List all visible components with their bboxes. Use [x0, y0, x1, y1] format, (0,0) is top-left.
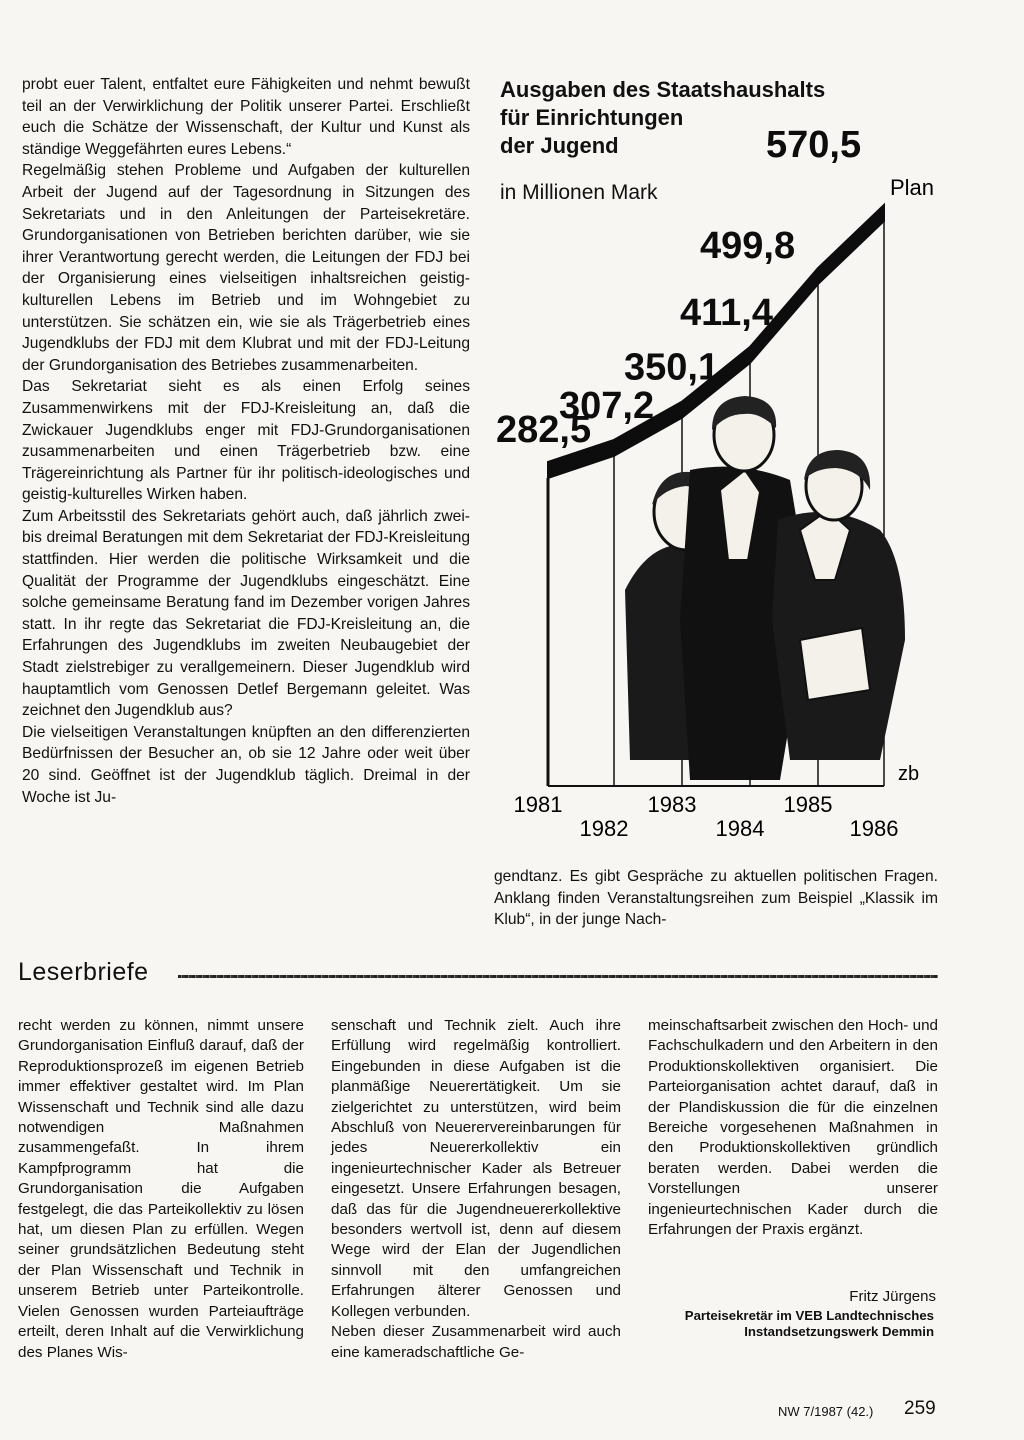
letter-column-1: recht werden zu können, nimmt unsere Grundorganisation Einfluß darauf, daß der Reproduktionsprozeß im eigenen Betrieb immer effektiver gestaltet wird. Im Plan Wissenschaft und Technik sind alle dazu notwendigen Maßnahmen zusammengefaßt. In ihrem Kampfprogramm hat die Grundorganisation die Aufgaben festgelegt, die das Parteikollektiv zu lösen hat, um diesen Plan zu erfüllen. Wegen seiner grundsätzlichen Bedeutung steht der Plan Wissenschaft und Technik in unserem Betrieb unter Parteikontrolle. Vielen Genossen wurden Parteiaufträge erteilt, deren Inhalt auf die Verwirklichung des Planes Wis-	[18, 1017, 304, 1361]
author-role-line: Parteisekretär im VEB Landtechnisches	[684, 1308, 934, 1323]
chart-title-line: Ausgaben des Staatshaushalts	[500, 77, 826, 102]
x-tick-label: 1986	[849, 816, 899, 841]
letter-column-2	[331, 1016, 621, 1363]
chart-subtitle: in Millionen Mark	[500, 181, 658, 204]
x-tick-label: 1984	[715, 816, 765, 841]
artist-signature: zb	[898, 763, 920, 785]
author-role-line: Instandsetzungswerk Demmin	[744, 1324, 934, 1339]
x-tick-label: 1983	[647, 792, 697, 817]
footer-source: NW 7/1987 (42.)	[778, 1404, 874, 1419]
letter-paragraph: senschaft und Technik zielt. Auch ihre Erfüllung wird regelmäßig kontrolliert. Eingebunden in diese Aufgaben ist die planmäßige Neuerertätigkeit. Um sie zielgerichtet zu unterstützen, wird beim Abschluß von Neuerervereinbarungen für jedes Neuererkollektiv ein ingenieurtechnischer Kader als Betreuer eingesetzt. Unsere Erfahrungen besagen, daß das für die Jugendneuererkollektive besonders wertvoll ist, denn auf diesem Wege wird der Elan der Jugendlichen sinnvoll mit den umfangreichen Erfahrungen älterer Genossen und Kollegen verbunden.	[331, 1017, 621, 1320]
value-label: 282,5	[496, 408, 592, 451]
letter-column-3: meinschaftsarbeit zwischen den Hoch- und Fachschulkadern und den Arbeitern in den Produktionskollektiven organisiert. Die Parteiorganisation achtet darauf, daß in der Plandiskussion die für die einzelnen Bereiche vorgesehenen Maßnahmen in den Produktionskollektiven gründlich beraten werden. Dabei werden die Vorstellungen unserer ingenieurtechnischen Kader durch die Erfahrungen der Praxis ergänzt.	[648, 1017, 938, 1239]
value-label: 570,5	[766, 124, 862, 166]
letter-paragraph: Neben dieser Zusammenarbeit wird auch eine kameradschaftliche Ge-	[331, 1323, 621, 1361]
value-label: 499,8	[700, 225, 796, 268]
article-paragraph: Das Sekretariat sieht es als einen Erfolg seines Zusammenwirkens mit der FDJ-Kreisleitung an, daß die Zwickauer Jugendklubs enger mit FDJ-Grundorganisationen zusammenarbeiten und einen Trägerbetrieb bzw. eine Trägereinrichtung als Partner für ihr politisch-ideologisches und geistig-kulturelles Wirken haben.	[22, 378, 470, 504]
plan-label: Plan	[890, 175, 935, 200]
x-tick-label: 1981	[513, 792, 563, 817]
author-name: Fritz Jürgens	[849, 1288, 936, 1305]
article-column-right: gendtanz. Es gibt Gespräche zu aktuellen politischen Fragen. Anklang finden Veranstaltungsreihen zum Beispiel „Klassik im Klub“, in der junge Nach-	[494, 868, 938, 929]
x-tick-label: 1985	[783, 792, 833, 817]
chart-title-line: für Einrichtungen	[500, 105, 684, 130]
article-paragraph: Regelmäßig stehen Probleme und Aufgaben der kulturellen Arbeit der Jugend auf der Tagesordnung in Sitzungen des Sekretariats und in den Anleitungen der Parteisekretäre. Grundorganisationen von Betrieben berichten darüber, wie sie ihrer Verantwortung gerecht werden, die Leitungen der FDJ bei der Organisierung eines vielseitigen inhaltsreichen geistig-kulturellen Lebens im Betrieb und im Wohngebiet zu unterstützen. Sie schätzen ein, wie sie als Trägerbetrieb eines Jugendklubs der FDJ mit dem Klubrat und mit der FDJ-Leitung der Grundorganisation des Betriebes zusammenarbeiten.	[22, 162, 470, 374]
value-label: 307,2	[559, 384, 655, 427]
value-label: 350,1	[624, 346, 720, 389]
youth-figures-illustration	[625, 396, 905, 780]
article-paragraph: Die vielseitigen Veranstaltungen knüpften an den differenzierten Bedürfnissen der Besucher an, ob sie 12 Jahre oder weit über 20 sind. Geöffnet ist der Jugendklub täglich. Dreimal in der Woche ist Ju-	[22, 723, 470, 806]
chart-title-line: der Jugend	[500, 133, 619, 158]
article-paragraph: Zum Arbeitsstil des Sekretariats gehört auch, daß jährlich zwei- bis dreimal Beratungen mit dem Sekretariat der FDJ-Kreisleitung stattfinden. Hier werden die politische Wirksamkeit und die Qualität der Programme der Jugendklubs eingeschätzt. Eine solche gemeinsame Beratung fand im Dezember vorigen Jahres statt. In ihr regte das Sekretariat die FDJ-Kreisleitung an, die Erfahrungen des Jugendklubs im zweiten Neubaugebiet der Stadt zielstrebiger zu verallgemeinern. Dieser Jugendklub wird hauptamtlich vom Genossen Detlef Bergemann geleitet. Was zeichnet den Jugendklub aus?	[22, 507, 470, 720]
x-tick-label: 1982	[579, 816, 629, 841]
page-number: 259	[904, 1398, 936, 1419]
section-rule	[178, 975, 938, 978]
book-held	[800, 628, 870, 700]
author-role	[648, 1308, 934, 1340]
article-paragraph: probt euer Talent, entfaltet eure Fähigkeiten und nehmt bewußt teil an der Verwirklichung der Politik unserer Partei. Erschließt euch die Schätze der Wissenschaft, der Kultur und Kunst als ständige Weggefährten eures Lebens.“	[22, 76, 470, 158]
section-heading: Leserbriefe	[18, 958, 149, 986]
value-label: 411,4	[680, 291, 773, 334]
